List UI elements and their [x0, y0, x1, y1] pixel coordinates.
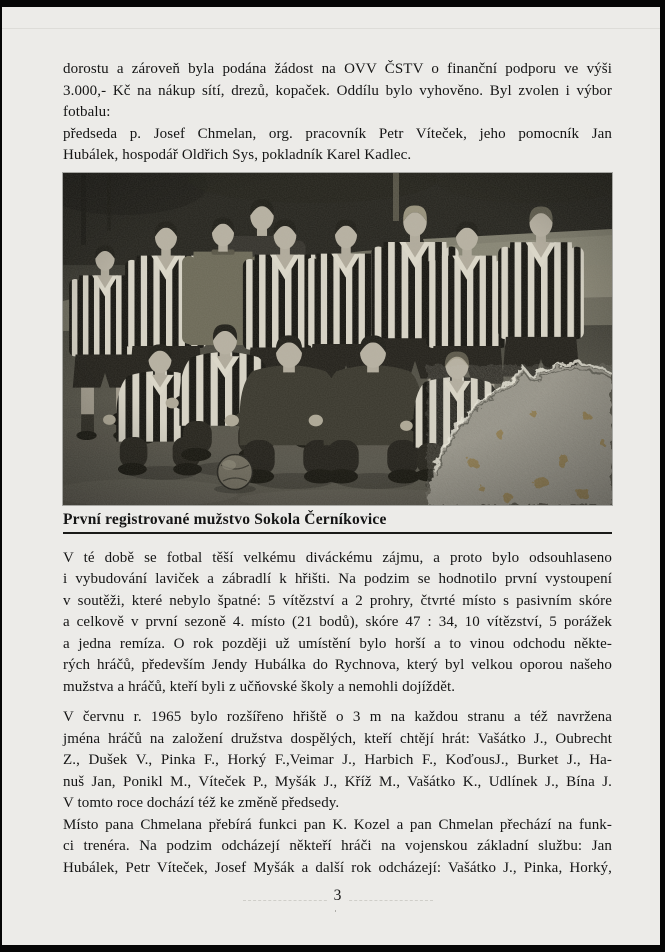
paragraph-season — [63, 548, 612, 699]
caption-rule — [63, 532, 612, 534]
paragraph-committee — [63, 124, 612, 167]
paragraph-intro — [63, 59, 612, 124]
page-number — [63, 887, 612, 905]
photo-grain — [63, 173, 612, 505]
text-line: V té době se fotbal těší velkému diváckému zájmu, a proto bylo odsouhlaseno — [63, 549, 612, 566]
text-line: dorostu a zároveň byla podána žádost na OVV ČSTV o finanční podporu ve výši — [63, 61, 612, 77]
text-line: Hubálek, Petr Víteček, Josef Myšák a další rok odcházejí: Vašátko J., Pinka, Horký, — [63, 859, 612, 876]
text-line: předseda p. Josef Chmelan, org. pracovník Petr Víteček, jeho pomocník Jan — [63, 125, 612, 142]
page-number-value: 3 — [328, 887, 348, 904]
text-line: Z., Dušek V., Pinka F., Horký F.,Veimar J., Harbich F., KoďousJ., Burket J., Ha- — [63, 752, 612, 768]
paragraph-chairman-change — [63, 815, 612, 880]
text-line: nuš Jan, Ponikl M., Víteček P., Myšák J., Kříž M., Vašátko K., Udlínek J., Bína J. — [63, 773, 612, 790]
paragraph-expansion — [63, 707, 612, 815]
text-line: jména hráčů na založení družstva dospělých, kteří chtějí hrát: Vašátko J., Oubrecht — [63, 730, 612, 747]
text-line: v soutěži, které nebylo špatné: 5 vítězství a 2 prohry, čtvrté místo s pasivním skóre — [63, 592, 612, 609]
scanned-page — [2, 7, 660, 945]
scan-speck — [335, 910, 336, 912]
text-line: 3.000,- Kč na nákup sítí, drezů, kopaček. Oddílu bylo vyhověno. Byl zvolen i výbor — [63, 82, 612, 99]
text-line: Místo pana Chmelana přebírá funkci pan K. Kozel a pan Chmelan přechází na funk- — [63, 816, 612, 833]
text-line: fotbalu: — [63, 104, 111, 120]
text-line: Hubálek, hospodář Oldřich Sys, pokladník Karel Kadlec. — [63, 147, 412, 163]
photo-caption: První registrované mužstvo Sokola Černíkovice — [63, 510, 387, 528]
team-photo — [63, 173, 612, 505]
text-line: V tomto roce dochází též ke změně předsedy. — [63, 795, 340, 811]
text-line: V červnu r. 1965 bylo rozšířeno hřiště o 3 m na každou stranu a též navržena — [63, 709, 612, 725]
text-line: a jedna remíza. O rok později už umístění bylo horší a to vinou odchodu někte- — [63, 635, 612, 652]
text-line: ci trenéra. Na podzim odcházejí někteří hráči na vojenskou základní službu: Jan — [63, 838, 612, 854]
text-line: i vybudování laviček a zábradlí k hřišti. Na podzim se hodnotilo první vystoupení — [63, 571, 612, 587]
text-line: mužstva a hráčů, kteří byli z učňovské školy a nemohli dojíždět. — [63, 678, 456, 695]
text-line: a celkově v první sezoně 4. místo (21 bodů), skóre 47 : 34, 10 vítězství, 5 porážek — [63, 614, 612, 630]
text-column — [63, 59, 612, 905]
text-line: rých hráčů, především Jendy Hubálka do Rychnova, který byl velkou oporou našeho — [63, 657, 612, 673]
